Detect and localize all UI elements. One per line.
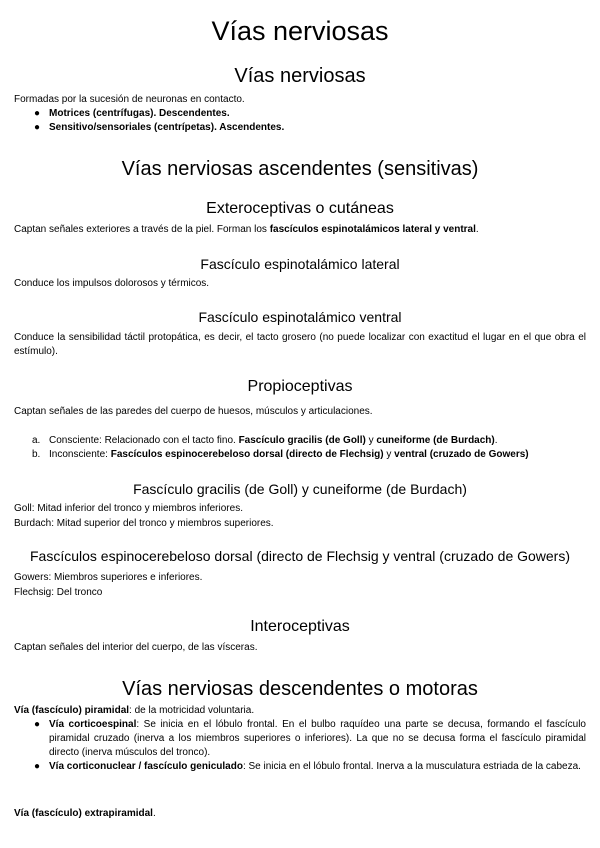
interoceptivas-text: Captan señales del interior del cuerpo, de las vísceras. [14, 642, 258, 653]
list-item: ● Motrices (centrífugas). Descendentes. [34, 108, 230, 119]
ventral-text: Conduce la sensibilidad táctil protopática, es decir, el tacto grosero (no puede localizar con exactitud el lugar en el que obra el estímulo). [14, 332, 586, 357]
burdach-text: Burdach: Mitad superior del tronco y miembros superiores. [14, 518, 274, 529]
section-heading-descendentes: Vías nerviosas descendentes o motoras [122, 678, 478, 700]
subheading-gracilis: Fascículo gracilis (de Goll) y cuneiforme (de Burdach) [133, 481, 467, 497]
propioceptivas-text: Captan señales de las paredes del cuerpo de huesos, músculos y articulaciones. [14, 406, 373, 417]
bullet-icon: ● [34, 719, 41, 730]
list-item: ● Sensitivo/sensoriales (centrípetas). Ascendentes. [34, 122, 285, 133]
subheading-exteroceptivas: Exteroceptivas o cutáneas [206, 200, 394, 217]
lateral-text: Conduce los impulsos dolorosos y térmicos. [14, 278, 210, 289]
list-item: ● Vía corticonuclear / fascículo geniculado: Se inicia en el lóbulo frontal. Inerva a la musculatura estriada de la cabeza. [34, 761, 581, 772]
bullet-icon: ● [34, 122, 41, 133]
propioceptivas-list [14, 434, 586, 462]
subheading-ventral: Fascículo espinotalámico ventral [198, 309, 402, 325]
types-list [14, 107, 586, 135]
flechsig-text: Flechsig: Del tronco [14, 587, 103, 598]
subheading-interoceptivas: Interoceptivas [250, 618, 350, 635]
exteroceptivas-text: Captan señales exteriores a través de la piel. Forman los fascículos espinotalámicos lateral y ventral. [14, 224, 479, 235]
extrapiramidal-text: Vía (fascículo) extrapiramidal. [14, 808, 156, 819]
document-title: Vías nerviosas [211, 16, 389, 46]
gowers-text: Gowers: Miembros superiores e inferiores. [14, 572, 203, 583]
subheading-lateral: Fascículo espinotalámico lateral [200, 256, 400, 272]
list-item: b. Inconsciente: Fascículos espinocerebeloso dorsal (directo de Flechsig) y ventral (cruzado de Gowers) [32, 449, 529, 460]
section-heading-vias: Vías nerviosas [234, 65, 366, 87]
subheading-espinocerebeloso: Fascículos espinocerebeloso dorsal (directo de Flechsig y ventral (cruzado de Gowers) [29, 548, 571, 564]
bullet-icon: ● [34, 108, 41, 119]
list-item: ● Vía corticoespinal: Se inicia en el lóbulo frontal. En el bulbo raquídeo una parte se decusa, formando el fascículo piramidal cruzado (inerva a los miembros superiores o inferiores). La que no se decusa forma el fascículo piramidal directo (inerva músculos del tronco). [34, 719, 586, 758]
subheading-propioceptivas: Propioceptivas [247, 378, 353, 395]
intro-text: Formadas por la sucesión de neuronas en contacto. [14, 94, 245, 105]
section-heading-ascendentes: Vías nerviosas ascendentes (sensitivas) [121, 158, 479, 180]
piramidal-list [14, 718, 586, 774]
goll-text: Goll: Mitad inferior del tronco y miembros inferiores. [14, 503, 243, 514]
piramidal-text: Vía (fascículo) piramidal: de la motricidad voluntaria. [14, 705, 255, 716]
list-item: a. Consciente: Relacionado con el tacto fino. Fascículo gracilis (de Goll) y cuneiforme (de Burdach). [32, 435, 498, 446]
bullet-icon: ● [34, 761, 41, 772]
